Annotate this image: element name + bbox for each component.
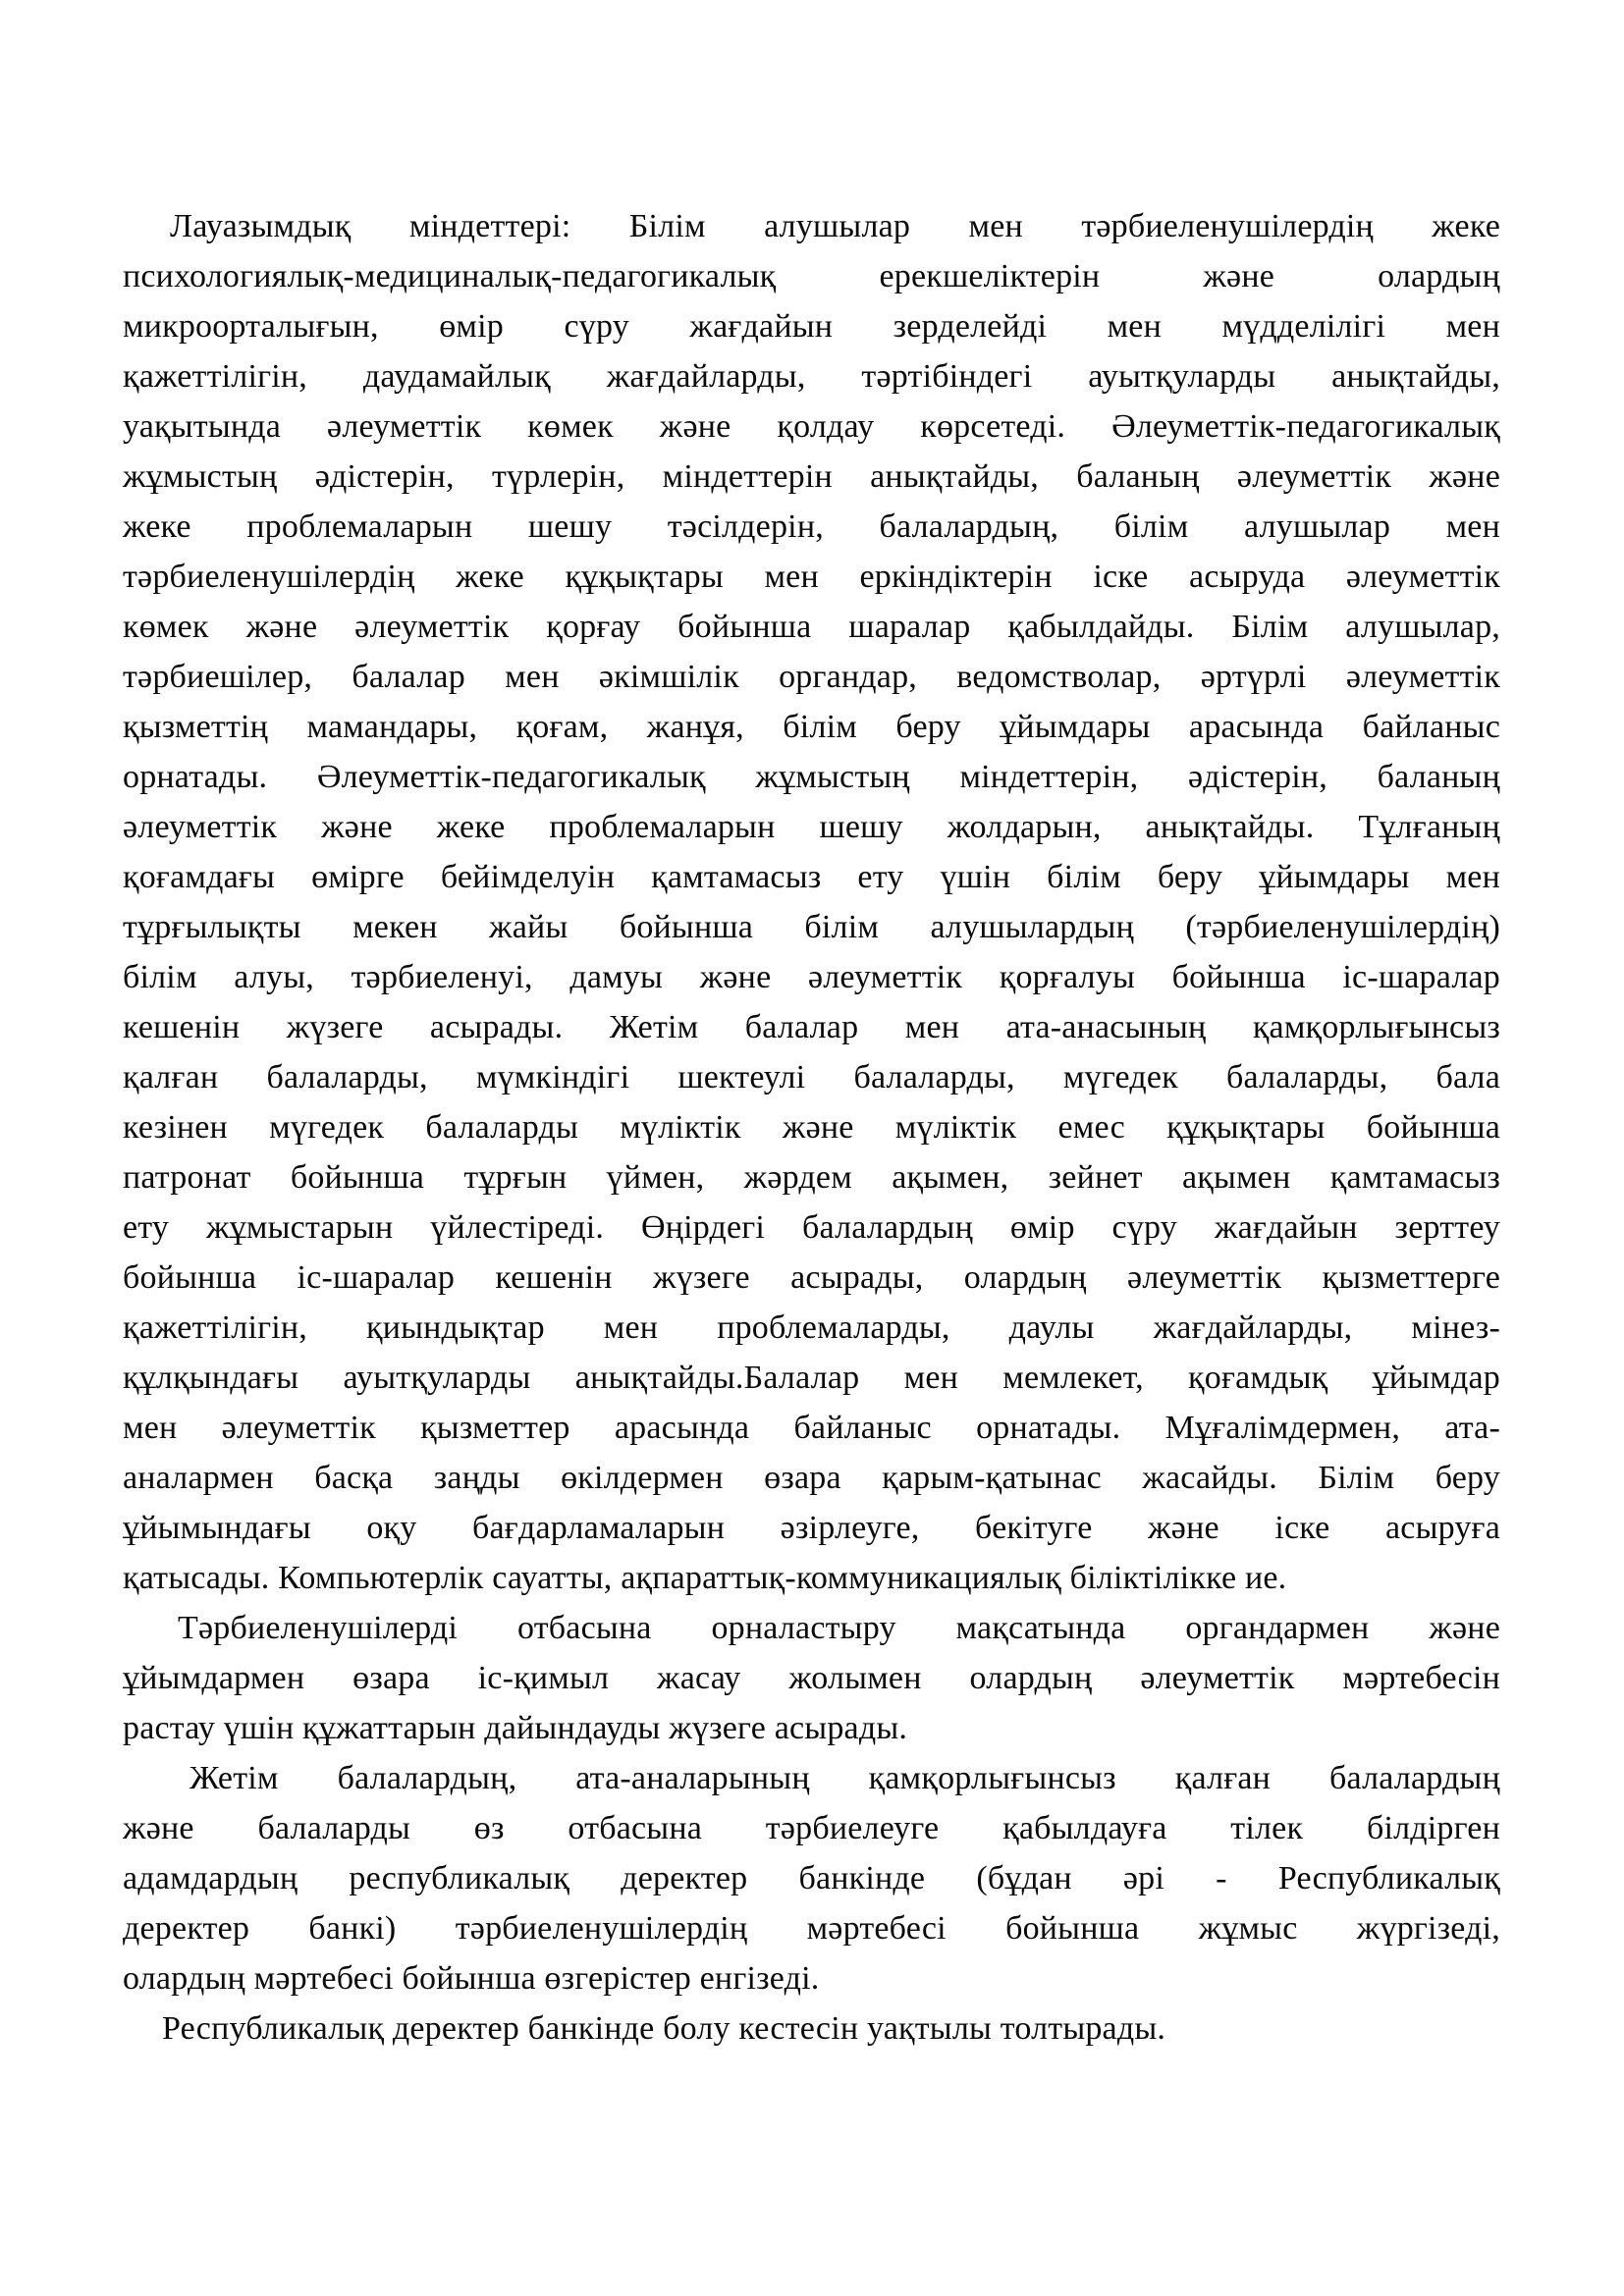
text-line: ұйымындағы оқу бағдарламаларын әзірлеуге, бекітуге және іске асыруға: [123, 1510, 1500, 1546]
text-line: құлқындағы ауытқуларды анықтайды.Балалар мен мемлекет, қоғамдық ұйымдар: [123, 1360, 1500, 1396]
text-line: тәрбиеленушілердің жеке құқықтары мен еркіндіктерін іске асыруда әлеуметтік: [123, 559, 1500, 595]
text-line: кешенін жүзеге асырады. Жетім балалар мен ата-анасының қамқорлығынсыз: [123, 1009, 1500, 1045]
text-line: деректер банкі) тәрбиеленушілердің мәртебесі бойынша жұмыс жүргізеді,: [123, 1910, 1500, 1947]
text-line: қатысады. Компьютерлік сауатты, ақпараттық-коммуникациялық біліктілікке ие.: [123, 1560, 1287, 1596]
text-line: микроорталығын, өмір сүру жағдайын зерделейді мен мүдделілігі мен: [123, 308, 1500, 345]
text-line: уақытында әлеуметтік көмек және қолдау көрсетеді. Әлеуметтік-педагогикалық: [123, 408, 1500, 445]
text-line: ұйымдармен өзара іс-қимыл жасау жолымен олардың әлеуметтік мәртебесін: [123, 1660, 1500, 1696]
text-line: Лауазымдық міндеттері: Білім алушылар мен тәрбиеленушілердің жеке: [170, 208, 1500, 244]
text-line: психологиялық-медициналық-педагогикалық ерекшеліктерін және олардың: [123, 258, 1500, 294]
text-line: қызметтің мамандары, қоғам, жанұя, білім беру ұйымдары арасында байланыс: [123, 709, 1500, 745]
text-line: қажеттілігін, қиындықтар мен проблемаларды, даулы жағдайларды, мінез-: [123, 1309, 1500, 1346]
paragraph: [123, 2003, 1500, 2054]
text-line: жұмыстың әдістерін, түрлерін, міндеттерін анықтайды, баланың әлеуметтік және: [123, 458, 1500, 495]
document-text-block: [123, 201, 1500, 2054]
text-line: бойынша іс-шаралар кешенін жүзеге асырады, олардың әлеуметтік қызметтерге: [123, 1259, 1500, 1296]
text-line: орнатады. Әлеуметтік-педагогикалық жұмыстың міндеттерін, әдістерін, баланың: [123, 759, 1500, 795]
text-line: және балаларды өз отбасына тәрбиелеуге қабылдауға тілек білдірген: [123, 1810, 1500, 1846]
text-line: кезінен мүгедек балаларды мүліктік және мүліктік емес құқықтары бойынша: [123, 1109, 1500, 1146]
text-line: әлеуметтік және жеке проблемаларын шешу жолдарын, анықтайды. Тұлғаның: [123, 809, 1500, 845]
text-line: олардың мәртебесі бойынша өзгерістер енгізеді.: [123, 1960, 820, 1997]
text-line: Республикалық деректер банкінде болу кестесін уақтылы толтырады.: [162, 2010, 1166, 2047]
text-line: қоғамдағы өмірге бейімделуін қамтамасыз ету үшін білім беру ұйымдары мен: [123, 859, 1500, 895]
paragraph: [123, 201, 1500, 1603]
paragraph: [123, 1603, 1500, 1753]
text-line: растау үшін құжаттарын дайындауды жүзеге асырады.: [123, 1710, 908, 1746]
text-line: білім алуы, тәрбиеленуі, дамуы және әлеуметтік қорғалуы бойынша іс-шаралар: [123, 959, 1500, 995]
text-line: тұрғылықты мекен жайы бойынша білім алушылардың (тәрбиеленушілердің): [123, 909, 1500, 945]
text-line: жеке проблемаларын шешу тәсілдерін, балалардың, білім алушылар мен: [123, 508, 1500, 545]
text-line: аналармен басқа заңды өкілдермен өзара қарым-қатынас жасайды. Білім беру: [123, 1460, 1500, 1496]
text-line: көмек және әлеуметтік қорғау бойынша шаралар қабылдайды. Білім алушылар,: [123, 609, 1500, 645]
text-line: қалған балаларды, мүмкіндігі шектеулі балаларды, мүгедек балаларды, бала: [123, 1059, 1500, 1095]
text-line: патронат бойынша тұрғын үймен, жәрдем ақымен, зейнет ақымен қамтамасыз: [123, 1159, 1500, 1196]
text-line: тәрбиешілер, балалар мен әкімшілік органдар, ведомстволар, әртүрлі әлеуметтік: [123, 659, 1500, 695]
text-line: Тәрбиеленушілерді отбасына орналастыру мақсатында органдармен және: [178, 1610, 1500, 1646]
text-line: қажеттілігін, даудамайлық жағдайларды, тәртібіндегі ауытқуларды анықтайды,: [123, 358, 1500, 395]
text-line: адамдардың республикалық деректер банкінде (бұдан әрі - Республикалық: [123, 1860, 1500, 1896]
paragraph: [123, 1753, 1500, 2003]
text-line: мен әлеуметтік қызметтер арасында байланыс орнатады. Мұғалімдермен, ата-: [123, 1410, 1500, 1446]
text-line: ету жұмыстарын үйлестіреді. Өңірдегі балалардың өмір сүру жағдайын зерттеу: [123, 1209, 1500, 1246]
text-line: Жетім балалардың, ата-аналарының қамқорлығынсыз қалған балалардың: [189, 1760, 1500, 1796]
